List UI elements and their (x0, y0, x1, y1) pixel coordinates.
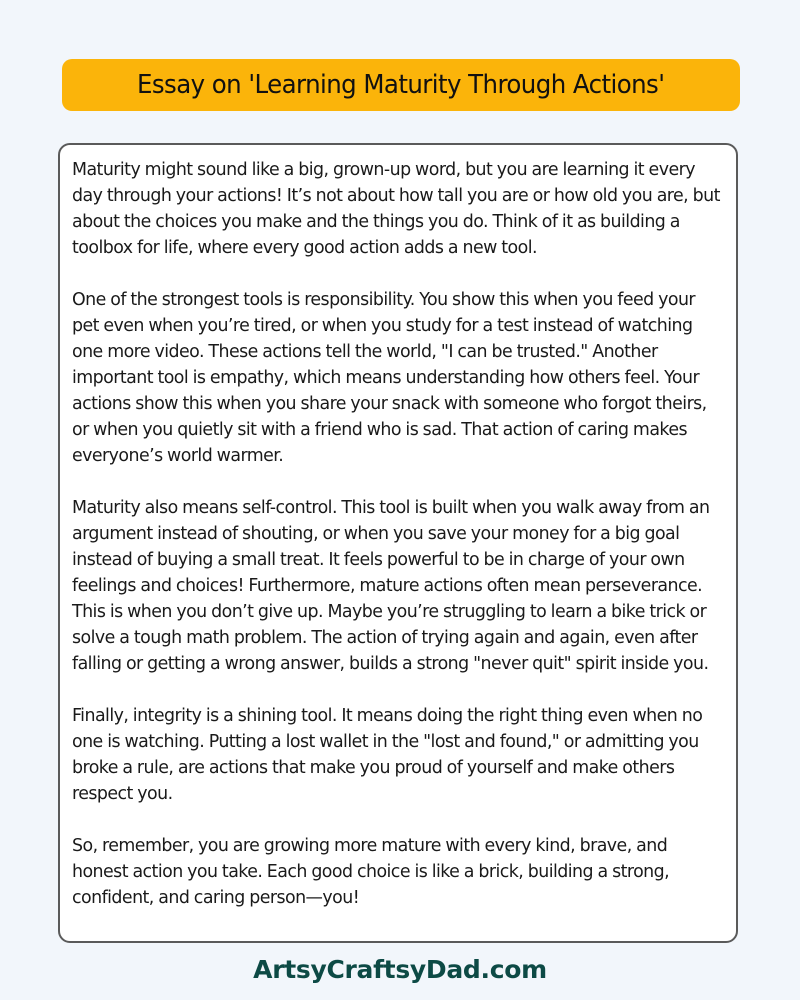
title-banner (62, 59, 740, 111)
footer-brand-watermark: ArtsyCraftsyDad.com (253, 955, 547, 984)
essay-paragraph-self-control-perseverance: Maturity also means self-control. This tool is built when you walk away from an argument instead of shouting, or when you save your money for a big goal instead of buying a small treat. It feels powerful to be in charge of your own feelings and choices! Furthermore, mature actions often mean perseverance. This is when you don’t give up. Maybe you’re struggling to learn a bike trick or solve a tough math problem. The action of trying again and again, even after falling or getting a wrong answer, builds a strong "never quit" spirit inside you. (72, 498, 710, 674)
essay-paragraph-integrity: Finally, integrity is a shining tool. It means doing the right thing even when no one is watching. Putting a lost wallet in the "lost and found," or admitting you broke a rule, are actions that make you proud of yourself and make others respect you. (72, 706, 703, 804)
essay-paragraph-conclusion: So, remember, you are growing more mature with every kind, brave, and honest action you take. Each good choice is like a brick, building a strong, confident, and caring person—you! (72, 836, 670, 908)
essay-paragraph-responsibility-empathy: One of the strongest tools is responsibility. You show this when you feed your pet even when you’re tired, or when you study for a test instead of watching one more video. These actions tell the world, "I can be trusted." Another important tool is empathy, which means understanding how others feel. Your actions show this when you share your snack with someone who forgot theirs, or when you quietly sit with a friend who is sad. That action of caring makes everyone’s world warmer. (72, 290, 707, 466)
essay-paragraph-intro: Maturity might sound like a big, grown-up word, but you are learning it every day through your actions! It’s not about how tall you are or how old you are, but about the choices you make and the things you do. Think of it as building a toolbox for life, where every good action adds a new tool. (72, 160, 720, 258)
essay-card (58, 143, 738, 943)
page-title: Essay on 'Learning Maturity Through Actions' (137, 70, 665, 100)
